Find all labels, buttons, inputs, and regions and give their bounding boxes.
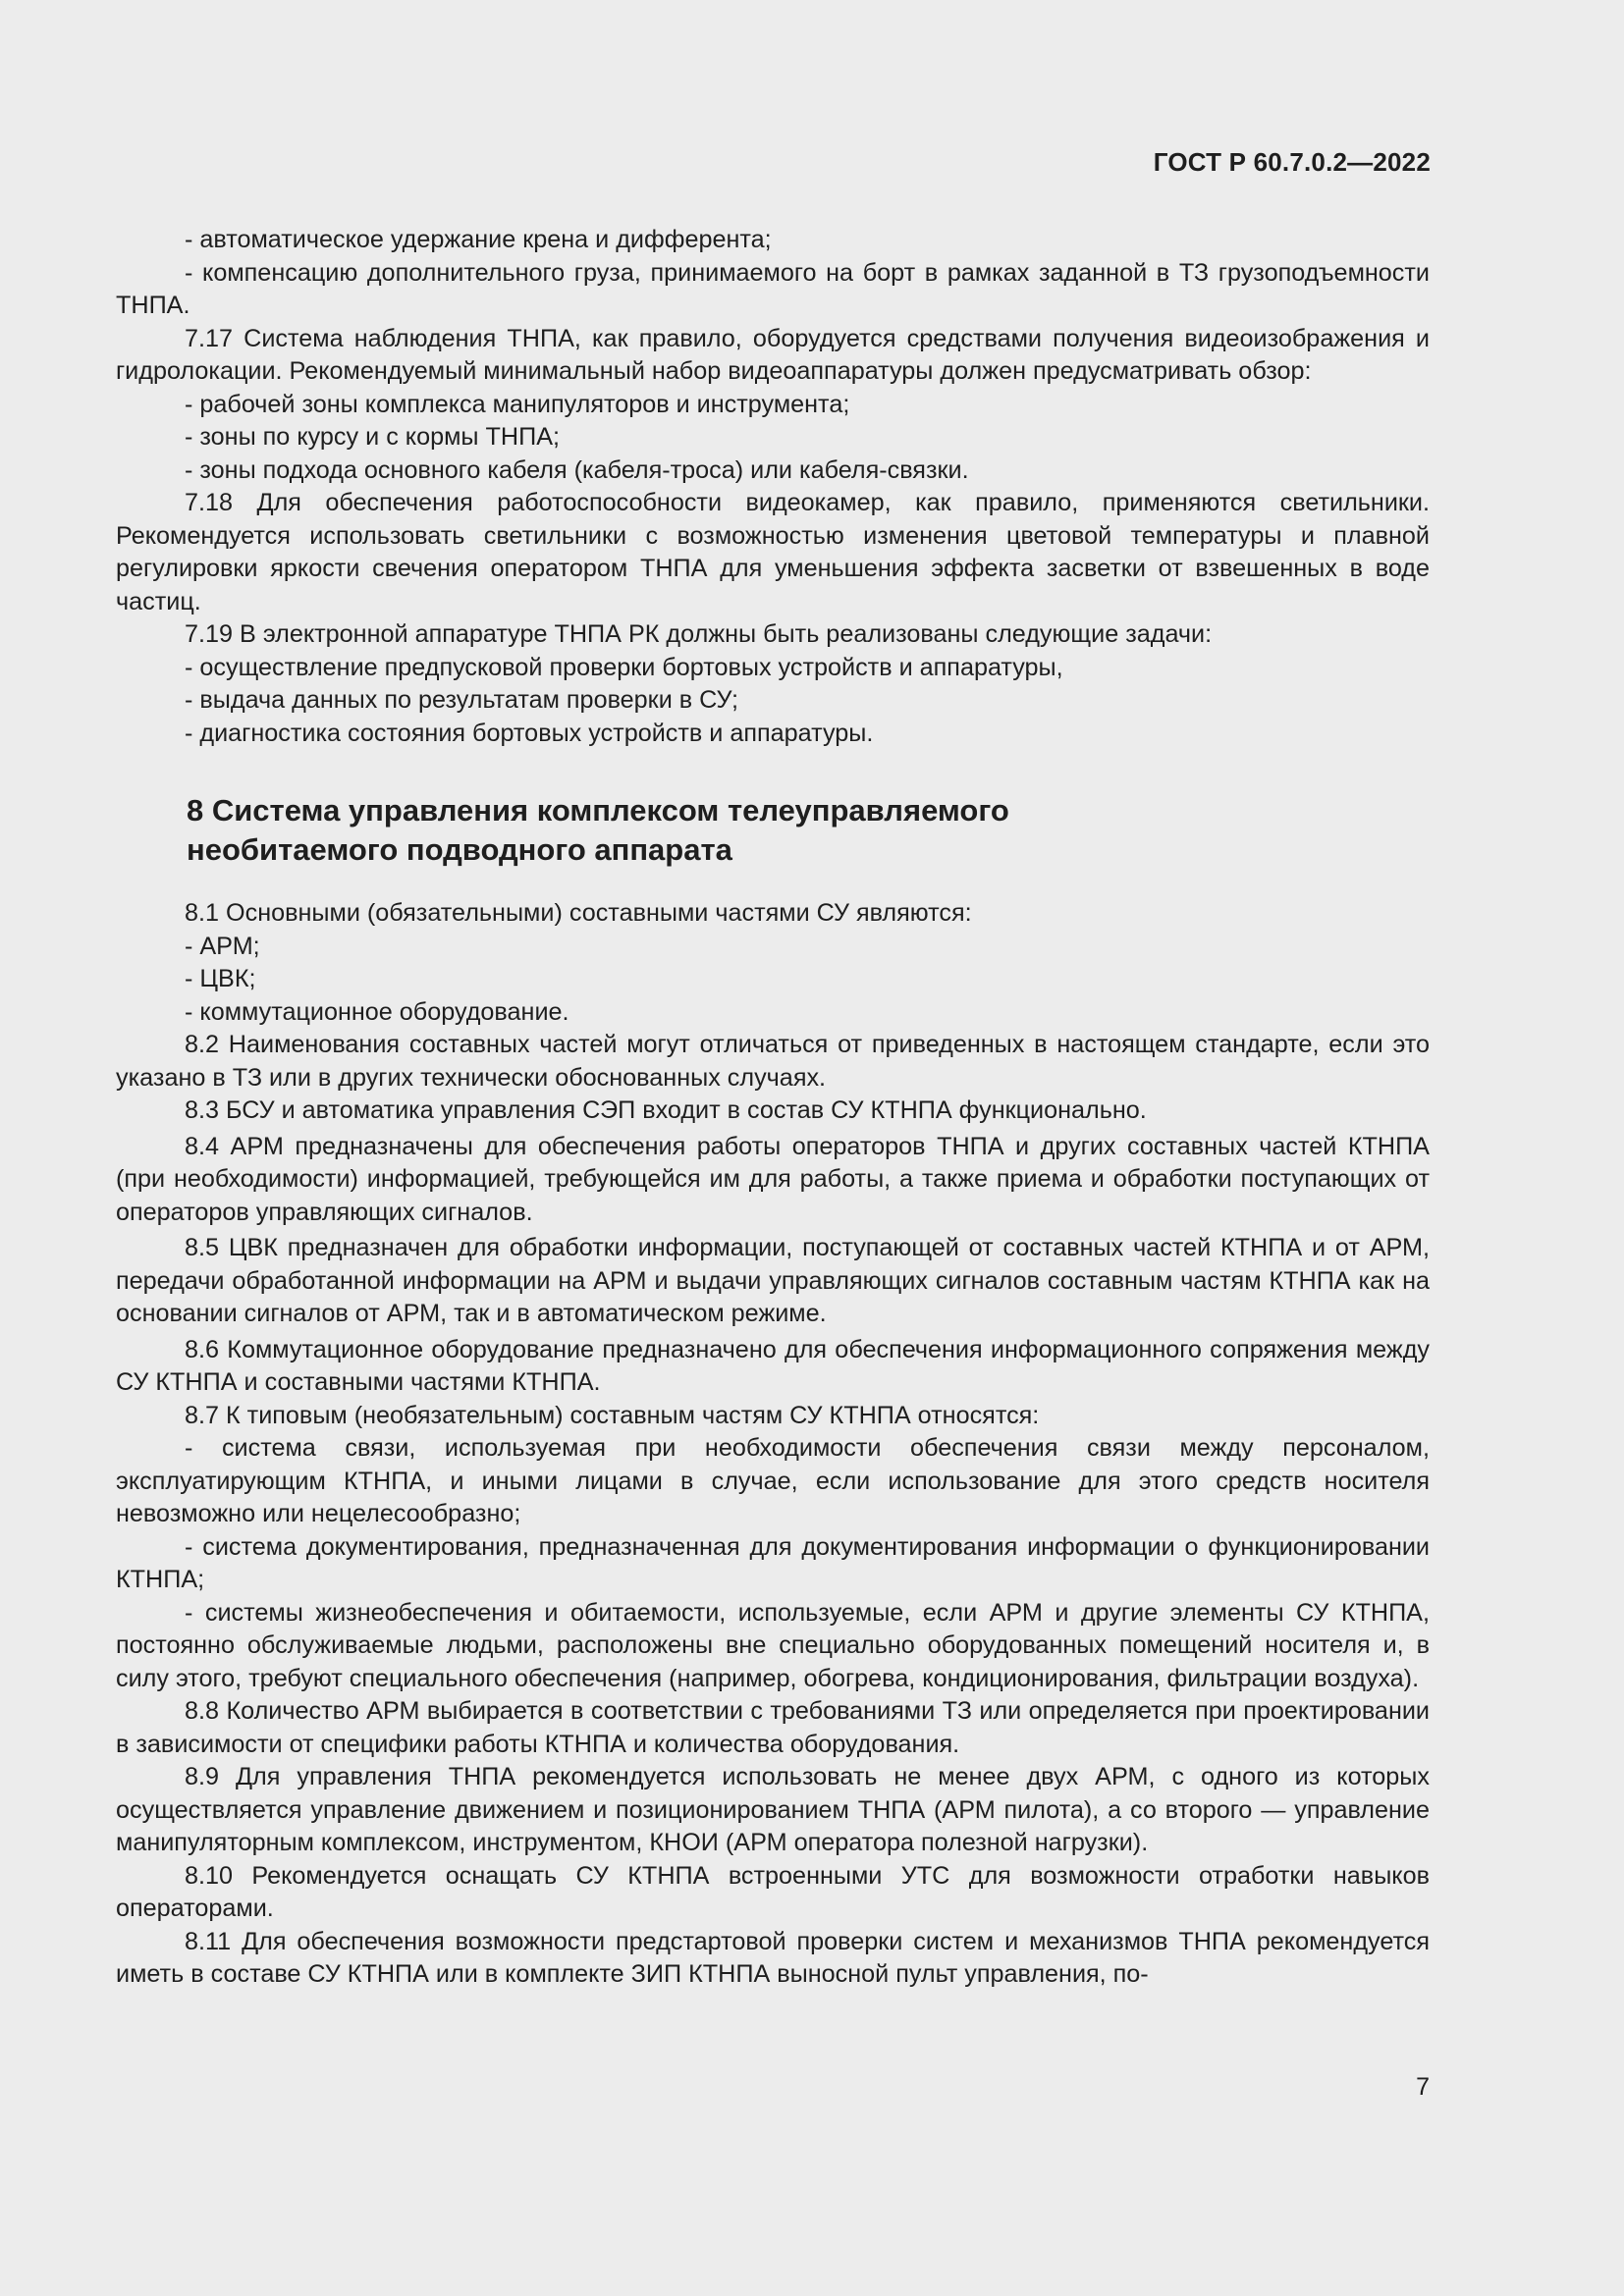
page-body xyxy=(116,224,1430,1992)
paragraph: 8.8 Количество АРМ выбирается в соответствии с требованиями ТЗ или определяется при проектировании в зависимости от специфики работы КТНПА и количества оборудования. xyxy=(116,1697,1430,1758)
list-item: - системы жизнеобеспечения и обитаемости, используемые, если АРМ и другие элементы СУ КТНПА, постоянно обслуживаемые людьми, расположены вне специально оборудованных помещений носителя и, в силу этого, требуют специального обеспечения (например, обогрева, кондиционирования, фильтрации воздуха). xyxy=(116,1598,1430,1692)
paragraph: 8.2 Наименования составных частей могут отличаться от приведенных в настоящем стандарте, если это указано в ТЗ или в других технически обоснованных случаях. xyxy=(116,1031,1430,1092)
paragraph: 8.10 Рекомендуется оснащать СУ КТНПА встроенными УТС для возможности отработки навыков операторами. xyxy=(116,1861,1430,1922)
paragraph: 8.5 ЦВК предназначен для обработки информации, поступающей от составных частей КТНПА и от АРМ, передачи обработанной информации на АРМ и выдачи управляющих сигналов составным частям КТНПА как на основании сигналов от АРМ, так и в автоматическом режиме. xyxy=(116,1234,1430,1327)
paragraph: 8.4 АРМ предназначены для обеспечения работы операторов ТНПА и других составных частей КТНПА (при необходимости) информацией, требующейся им для работы, а также приема и обработки поступающих от операторов управляющих сигналов. xyxy=(116,1132,1430,1226)
section-8-heading xyxy=(187,791,1430,870)
list-item: - система документирования, предназначенная для документирования информации о функционировании КТНПА; xyxy=(116,1532,1430,1593)
paragraph: 8.6 Коммутационное оборудование предназначено для обеспечения информационного сопряжения между СУ КТНПА и составными частями КТНПА. xyxy=(116,1335,1430,1396)
paragraph: 8.3 БСУ и автоматика управления СЭП входит в состав СУ КТНПА функционально. xyxy=(185,1096,1147,1124)
list-item: - ЦВК; xyxy=(185,965,256,992)
list-item: - рабочей зоны комплекса манипуляторов и инструмента; xyxy=(185,390,850,418)
paragraph: 8.11 Для обеспечения возможности предстартовой проверки систем и механизмов ТНПА рекомендуется иметь в составе СУ КТНПА или в комплекте ЗИП КТНПА выносной пульт управления, по- xyxy=(116,1927,1430,1988)
list-item: - осуществление предпусковой проверки бортовых устройств и аппаратуры, xyxy=(185,653,1063,681)
section-8-title-line2: необитаемого подводного аппарата xyxy=(187,832,732,867)
paragraph: 7.19 В электронной аппаратуре ТНПА РК должны быть реализованы следующие задачи: xyxy=(185,620,1213,648)
list-item: - выдача данных по результатам проверки в СУ; xyxy=(185,686,738,714)
page-number: 7 xyxy=(1416,2073,1430,2101)
paragraph: 8.1 Основными (обязательными) составными частями СУ являются: xyxy=(185,899,972,927)
list-item: - автоматическое удержание крена и дифферента; xyxy=(185,226,772,253)
list-item: - диагностика состояния бортовых устройств и аппаратуры. xyxy=(185,719,874,747)
list-item: - коммутационное оборудование. xyxy=(185,997,569,1026)
paragraph: 7.18 Для обеспечения работоспособности видеокамер, как правило, применяются светильники. Рекомендуется использовать светильники с возможностью изменения цветовой температуры и плавной регулировки яркости свечения оператором ТНПА для уменьшения эффекта засветки от взвешенных в воде частиц. xyxy=(116,489,1430,615)
paragraph: 8.9 Для управления ТНПА рекомендуется использовать не менее двух АРМ, с одного из которых осуществляется управление движением и позиционированием ТНПА (АРМ пилота), а со второго — управление манипуляторным комплексом, инструментом, КНОИ (АРМ оператора полезной нагрузки). xyxy=(116,1763,1430,1856)
section-8-body xyxy=(116,897,1430,1992)
list-item: - система связи, используемая при необходимости обеспечения связи между персоналом, эксплуатирующим КТНПА, и иными лицами в случае, если использование для этого средств носителя невозможно или нецелесообразно; xyxy=(116,1434,1430,1527)
paragraph: 8.7 К типовым (необязательным) составным частям СУ КТНПА относятся: xyxy=(185,1401,1040,1429)
list-item: - зоны по курсу и с кормы ТНПА; xyxy=(185,423,560,451)
paragraph: 7.17 Система наблюдения ТНПА, как правило, оборудуется средствами получения видеоизображения и гидролокации. Рекомендуемый минимальный набор видеоаппаратуры должен предусматривать обзор: xyxy=(116,324,1430,385)
list-item: - зоны подхода основного кабеля (кабеля-троса) или кабеля-связки. xyxy=(185,455,969,484)
document-code: ГОСТ Р 60.7.0.2—2022 xyxy=(1153,147,1431,177)
list-item: - АРМ; xyxy=(185,932,260,960)
list-item: - компенсацию дополнительного груза, принимаемого на борт в рамках заданной в ТЗ грузоподъемности ТНПА. xyxy=(116,258,1430,319)
section-8-title-line1: 8 Система управления комплексом телеуправляемого xyxy=(187,793,1009,828)
section-7-continuation xyxy=(116,224,1430,750)
